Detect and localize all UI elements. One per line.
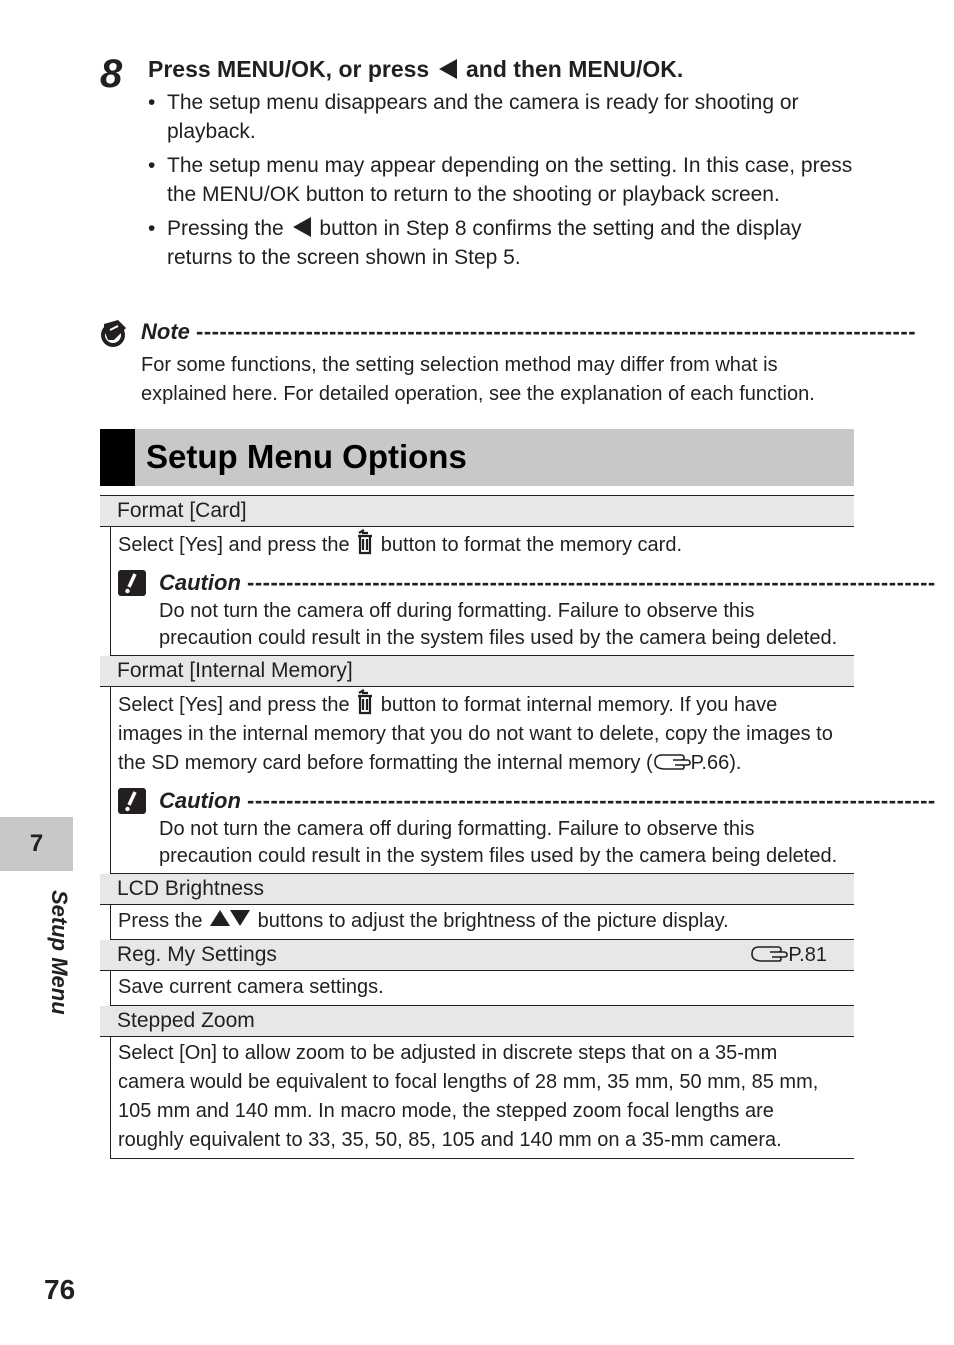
option-text-format-internal [118, 689, 844, 778]
chapter-label [47, 890, 73, 1050]
delete-button-icon [355, 529, 375, 555]
step-bullet-list [146, 88, 856, 277]
left-arrow-icon [293, 217, 311, 237]
chapter-tab: 7 [0, 817, 73, 871]
page-reference-icon [750, 944, 788, 964]
page-number: 76 [44, 1274, 76, 1305]
step-bullet-2: • The setup menu may appear depending on the setting. In this case, press the MENU/OK button to return to the shooting or playback screen. [146, 151, 856, 209]
note-pencil-icon [100, 318, 128, 348]
chapter-label-text: Setup Menu [47, 890, 72, 1015]
option-title-format-card: Format [Card] [100, 496, 854, 527]
section-title: Setup Menu Options [146, 438, 467, 475]
left-arrow-icon [439, 59, 457, 79]
note-dashes: -------------------------------------------------------------------------------------------- [196, 319, 917, 344]
step-title [148, 52, 683, 86]
step-bullet-3-part1: Pressing the [167, 217, 284, 240]
caution-icon [118, 570, 146, 596]
page-reference-icon [653, 752, 691, 772]
reg-settings-ref [750, 940, 827, 970]
caution-format-internal [118, 786, 936, 870]
text-part: Press the [118, 910, 203, 932]
caution-heading [159, 568, 936, 598]
caution-heading-label: Caution [159, 570, 241, 595]
step-number: 8 [100, 52, 123, 96]
down-arrow-icon [230, 910, 250, 926]
option-head-reg-settings [100, 940, 854, 971]
options-table [100, 495, 936, 1159]
section-header [100, 429, 854, 486]
option-body-format-internal [110, 687, 936, 874]
note-text: For some functions, the setting selection method may differ from what is explained here. For detailed operation, see the explanation of each function. [141, 354, 815, 405]
text-part: Select [Yes] and press the [118, 534, 350, 556]
note-heading [141, 316, 917, 348]
page-reference[interactable]: P.66 [690, 752, 730, 774]
caution-heading-label: Caution [159, 788, 241, 813]
step-bullet-3 [146, 214, 856, 272]
option-body-lcd-brightness [110, 905, 854, 940]
caution-format-card [118, 568, 936, 652]
option-title-stepped-zoom: Stepped Zoom [100, 1006, 854, 1037]
caution-text: Do not turn the camera off during formatting. Failure to observe this precaution could result in the system files used by the camera being deleted. [159, 818, 838, 867]
delete-button-icon [355, 689, 375, 715]
text-part: buttons to adjust the brightness of the picture display. [257, 910, 729, 932]
text-part: ). [729, 752, 742, 774]
option-body-reg-settings: Save current camera settings. [110, 971, 854, 1006]
up-arrow-icon [210, 910, 230, 926]
step-title-part1: Press MENU/OK, or press [148, 56, 430, 82]
step-bullet-3-part2: button in Step 8 confirms the setting and the display returns to the screen shown in Step 5. [167, 217, 802, 269]
caution-heading [159, 786, 936, 816]
caution-dashes: ---------------------------------------------------------------------------------------- [247, 570, 936, 595]
option-title-format-internal: Format [Internal Memory] [100, 656, 854, 687]
step-title-part2: and then MENU/OK. [466, 56, 684, 82]
text-part: button to format internal memory. If you have images in the internal memory that you do not want to delete, copy the images to the SD memory card before formatting the internal memory ( [118, 694, 833, 774]
option-title-lcd-brightness: LCD Brightness [100, 874, 854, 905]
option-body-format-card [110, 527, 936, 656]
text-part: button to format the memory card. [380, 534, 683, 556]
text-part: Select [Yes] and press the [118, 694, 350, 716]
caution-dashes: ---------------------------------------------------------------------------------------- [247, 788, 936, 813]
page-reference[interactable]: P.81 [788, 944, 827, 966]
option-title-reg-settings: Reg. My Settings [117, 943, 277, 966]
option-text-format-card [118, 529, 844, 560]
section-header-marker [100, 429, 135, 486]
option-body-stepped-zoom: Select [On] to allow zoom to be adjusted in discrete steps that on a 35-mm camera would be equivalent to focal lengths of 28 mm, 35 mm, 50 mm, 85 mm, 105 mm and 140 mm. In macro mode, the stepped zoom focal lengths are roughly equivalent to 33, 35, 50, 85, 105 and 140 mm on a 35-mm camera. [110, 1037, 854, 1159]
note-heading-label: Note [141, 319, 190, 344]
caution-icon [118, 788, 146, 814]
step-bullet-1: • The setup menu disappears and the camera is ready for shooting or playback. [146, 88, 856, 146]
caution-text: Do not turn the camera off during formatting. Failure to observe this precaution could result in the system files used by the camera being deleted. [159, 600, 838, 649]
